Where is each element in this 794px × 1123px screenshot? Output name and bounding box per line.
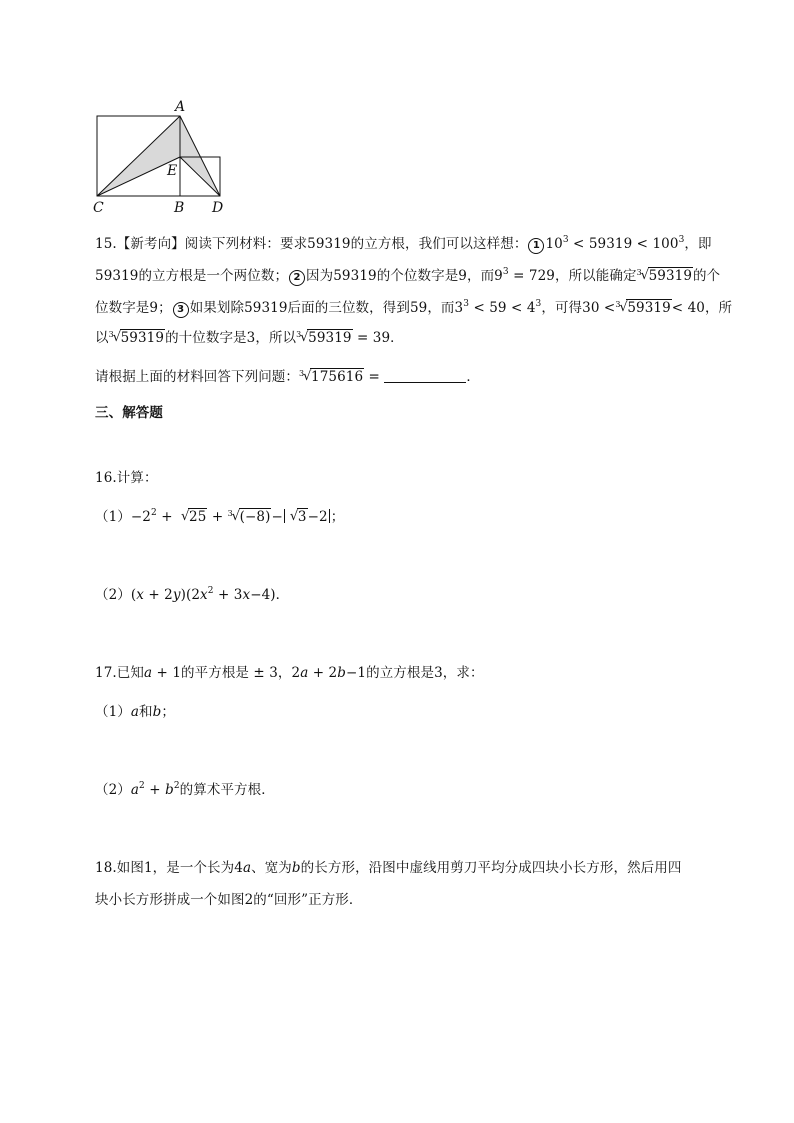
q15-tag: 【新考向】	[116, 236, 185, 252]
cube-root: 3 √ 59319	[296, 330, 352, 346]
text: 的长方形，沿图中虚线用剪刀平均分成四块小长方形，然后用四	[300, 860, 682, 876]
sup: 2	[207, 586, 214, 596]
text: 17.已知	[95, 665, 144, 681]
q18-line2: 块小长方形拼成一个如图2的“回形”正方形．	[95, 892, 363, 908]
text: < 59 < 4	[469, 300, 536, 316]
text: 59319的立方根是一个两位数；	[95, 268, 289, 284]
var: a	[242, 860, 252, 876]
text: （2）(	[95, 587, 137, 603]
text: +	[144, 782, 166, 798]
q16-title: 16.计算：	[95, 470, 158, 486]
text: +	[207, 509, 228, 525]
var: a	[300, 665, 309, 681]
var: a	[143, 665, 153, 681]
sup: 2	[151, 508, 157, 518]
text: ，可得30 <	[541, 300, 616, 316]
var: y	[172, 587, 181, 603]
text: 位数字是9；	[95, 300, 172, 316]
var: b	[337, 665, 346, 681]
label-b: B	[174, 200, 185, 216]
square-root: √ 25	[181, 509, 207, 525]
text: 18.如图1，是一个长为4	[95, 860, 243, 876]
text: =	[364, 369, 385, 385]
label-d: D	[212, 200, 224, 216]
text: 以	[95, 330, 109, 346]
sup: 3	[463, 299, 470, 309]
radicand: 59319	[648, 268, 693, 284]
text: = 39．	[352, 330, 404, 346]
q16-part2	[95, 585, 289, 605]
text: +	[156, 509, 178, 525]
sup: 2	[173, 781, 180, 791]
cube-root: 3 √ 59319	[636, 268, 693, 284]
text: ；	[161, 704, 176, 720]
text: （1）−2	[95, 509, 151, 525]
radicand: 3	[297, 509, 307, 525]
circled-2-icon: 2	[289, 270, 305, 286]
text: 如果划除59319后面的三位数，得到59，而3	[189, 300, 464, 316]
label-c: C	[93, 200, 104, 216]
var: b	[165, 782, 174, 798]
cube-root: 3 √ 59319	[108, 330, 165, 346]
square-root: √ 3	[289, 509, 307, 525]
sup: 2	[139, 781, 145, 791]
q16-part1	[95, 507, 344, 527]
abs-bar	[329, 509, 330, 523]
text: （1）	[95, 704, 131, 720]
cube-root: 3 √ (−8)	[227, 509, 271, 525]
radicand: 25	[189, 509, 207, 525]
text: −1的立方根是3，求：	[346, 665, 484, 681]
label-a: A	[175, 99, 186, 115]
var: b	[152, 704, 162, 720]
sup: 3	[562, 235, 569, 245]
cube-root: 3 √ 59319	[615, 300, 671, 316]
radicand: 59319	[308, 330, 352, 346]
text: 因为59319的个位数字是9，而9	[306, 268, 503, 284]
q17-part2	[95, 780, 275, 800]
q15-line4	[95, 328, 404, 348]
q15-number: 15.	[95, 236, 117, 252]
q15-question	[95, 367, 480, 387]
q17-stem	[95, 663, 484, 683]
q17-part1	[95, 702, 175, 722]
text: 阅读下列材料：要求59319的立方根，我们可以这样想：	[184, 236, 528, 252]
q15-line2	[95, 266, 720, 286]
var: a	[130, 704, 140, 720]
answer-blank[interactable]	[384, 368, 466, 383]
text: ；	[330, 509, 345, 525]
text: + 2	[308, 665, 338, 681]
var: x	[242, 587, 251, 603]
text: 的个	[693, 268, 721, 284]
circled-3-icon: 3	[173, 302, 189, 318]
label-e: E	[167, 163, 178, 179]
sup: 3	[502, 267, 509, 277]
text: + 3	[213, 587, 243, 603]
radicand: 59319	[120, 330, 165, 346]
var: x	[136, 587, 144, 603]
text: + 1的平方根是 ± 3，2	[152, 665, 301, 681]
q15-line3	[95, 298, 732, 318]
text: = 729，所以能确定	[508, 268, 637, 284]
text: ，即	[684, 236, 712, 252]
text: 、宽为	[251, 860, 292, 876]
text: （2）	[95, 782, 131, 798]
text: + 2	[143, 587, 173, 603]
text: −4)．	[250, 587, 290, 603]
text: −2	[307, 509, 328, 525]
text: 和	[139, 704, 153, 720]
text: ．	[466, 369, 480, 385]
text: −	[271, 509, 283, 525]
text: 的算术平方根．	[179, 782, 275, 798]
section-heading: 三、解答题	[95, 405, 163, 421]
var: b	[291, 860, 301, 876]
sup: 3	[678, 235, 685, 245]
text: < 40，所	[671, 300, 733, 316]
text: 10	[545, 236, 563, 252]
var: a	[130, 782, 140, 798]
text: )(2	[180, 587, 201, 603]
radicand: 59319	[627, 300, 671, 316]
abs-bar	[284, 509, 285, 523]
text: 请根据上面的材料回答下列问题：	[95, 369, 299, 385]
radicand: 175616	[311, 369, 364, 385]
cube-root: 3 √ 175616	[299, 369, 364, 385]
circled-1-icon: 1	[528, 238, 544, 254]
text: < 59319 < 100	[568, 236, 679, 252]
q15-line1	[95, 234, 712, 254]
var: x	[200, 587, 208, 603]
q18-line1	[95, 858, 681, 878]
text: 的十位数字是3，所以	[165, 330, 297, 346]
radicand: (−8)	[239, 509, 271, 525]
geometry-figure	[88, 96, 238, 216]
sup: 3	[535, 299, 542, 309]
